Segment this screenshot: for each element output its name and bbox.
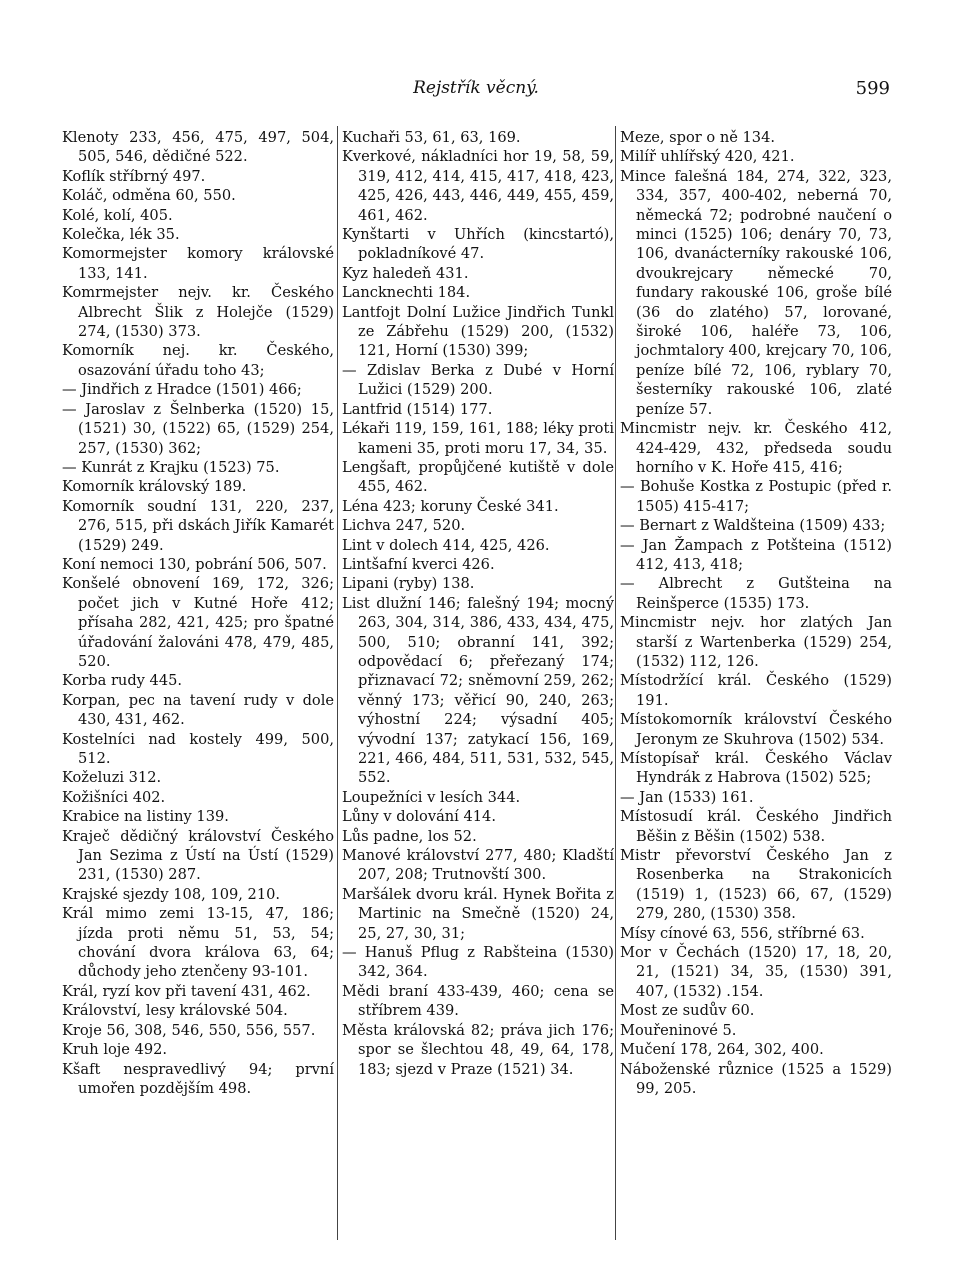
index-entry: Kroje 56, 308, 546, 550, 556, 557.: [62, 1021, 316, 1039]
index-entry: Kolé, kolí, 405.: [62, 206, 173, 224]
index-entry: — Jaroslav z Šelnberka (1520) 15, (1521) 30, (1522) 65, (1529) 254, 257, (1530) 362;: [62, 400, 334, 457]
index-entry: — Kunrát z Krajku (1523) 75.: [62, 458, 280, 476]
index-entry: Komrmejster nejv. kr. Českého Albrecht Šlik z Holejče (1529) 274, (1530) 373.: [62, 284, 334, 341]
column-divider: [615, 126, 616, 1240]
index-entry: Kožišníci 402.: [62, 788, 166, 806]
index-entry: Kruh loje 492.: [62, 1041, 168, 1059]
index-entry: Mince falešná 184, 274, 322, 323, 334, 357, 400-402, neberná 70, německá 72; podrobné naučení o minci (1525) 106; denáry 70, 73, 106, dvanácterníky rakouské 106, dvoukrejcary německé 70, fundary rakouské 106, groše bílé (36 do zlatého) 57, lorované, široké 106, haléře 73, 106, jochmtalory 400, krejcary 70, 106, peníze bílé 72, 106, ryblary 70, šesterníky rakouské 106, zlaté peníze 57.: [620, 167, 892, 418]
index-entry: — Albrecht z Gutšteina na Reinšperce (1535) 173.: [620, 575, 892, 612]
index-entry: Komormejster komory královské 133, 141.: [62, 245, 334, 282]
index-entry: Mincmistr nejv. kr. Českého 412, 424-429, 432, předseda soudu horního v K. Hoře 415, 416;: [620, 420, 892, 476]
index-entry: Klenoty 233, 456, 475, 497, 504, 505, 546, dědičné 522.: [62, 129, 334, 166]
index-entry: Loupežníci v lesích 344.: [342, 788, 521, 806]
index-entry: Mouřeninové 5.: [620, 1021, 737, 1039]
index-entry: Lintšafní kverci 426.: [342, 555, 495, 573]
index-entry: Kolečka, lék 35.: [62, 226, 180, 244]
index-entry: Manové království 277, 480; Kladští 207, 208; Trutnovští 300.: [342, 847, 614, 884]
index-entry: Mistr převorství Českého Jan z Rosenberka na Strakonicích (1519) 1, (1523) 66, 67, (1529) 279, 280, (1530) 358.: [620, 847, 892, 923]
index-entry: Kostelníci nad kostely 499, 500, 512.: [62, 730, 334, 767]
index-entry: Lint v dolech 414, 425, 426.: [342, 536, 550, 554]
page-number: 599: [855, 78, 890, 99]
column-divider: [337, 126, 338, 1240]
index-entry: Kynštarti v Uhřích (kincstartó), pokladníkové 47.: [342, 226, 614, 263]
index-entry: Kverkové, nákladníci hor 19, 58, 59, 319, 412, 414, 415, 417, 418, 423, 425, 426, 443, 446, 449, 455, 459, 461, 462.: [342, 148, 614, 224]
index-entry: Krajské sjezdy 108, 109, 210.: [62, 885, 281, 903]
index-entry: List dlužní 146; falešný 194; mocný 263, 304, 314, 386, 433, 434, 475, 500, 510; obranní 141, 392; odpovědací 6; přeřezaný 174; přiznavací 72; sněmovní 259, 262; věnný 173; věřicí 90, 240, 263; výhostní 224; výsadní 405; vývodní 137; zatykací 156, 169, 221, 466, 484, 511, 531, 532, 545, 552.: [342, 594, 614, 787]
index-column-3: [620, 128, 892, 1098]
index-entry: Lichva 247, 520.: [342, 517, 466, 535]
index-entry: Mučení 178, 264, 302, 400.: [620, 1041, 824, 1059]
index-entry: Místodržící král. Českého (1529) 191.: [620, 672, 892, 709]
index-entry: Místopísař král. Českého Václav Hyndrák z Habrova (1502) 525;: [620, 750, 892, 787]
index-entry: Koní nemoci 130, pobrání 506, 507.: [62, 555, 327, 573]
index-entry: Lůs padne, los 52.: [342, 827, 477, 845]
page-header: [60, 78, 892, 108]
index-entry: Místokomorník království Českého Jeronym ze Skuhrova (1502) 534.: [620, 711, 892, 748]
index-column-1: [62, 128, 334, 1098]
index-entry: — Jan Žampach z Potšteina (1512) 412, 413, 418;: [620, 536, 892, 573]
running-title: Rejstřík věcný.: [413, 78, 539, 98]
index-entry: Komorník královský 189.: [62, 478, 247, 496]
index-entry: Krabice na listiny 139.: [62, 808, 229, 826]
index-entry: Meze, spor o ně 134.: [620, 129, 776, 146]
index-entry: Milíř uhlířský 420, 421.: [620, 148, 795, 166]
index-entry: Království, lesy královské 504.: [62, 1002, 288, 1020]
index-entry: Kraječ dědičný království Českého Jan Sezima z Ústí na Ústí (1529) 231, (1530) 287.: [62, 827, 334, 884]
index-entry: Lantfojt Dolní Lužice Jindřich Tunkl ze Zábřehu (1529) 200, (1532) 121, Horní (1530) 399;: [342, 303, 614, 360]
index-entry: Maršálek dvoru král. Hynek Bořita z Martinic na Smečně (1520) 24, 25, 27, 30, 31;: [342, 885, 614, 942]
index-entry: — Bohuše Kostka z Postupic (před r. 1505) 415-417;: [620, 478, 892, 515]
index-entry: Koflík stříbrný 497.: [62, 167, 206, 185]
index-entry: Korpan, pec na tavení rudy v dole 430, 431, 462.: [62, 691, 334, 729]
index-entry: — Bernart z Waldšteina (1509) 433;: [620, 517, 886, 535]
index-entry: Král, ryzí kov při tavení 431, 462.: [62, 982, 311, 1000]
index-entry: Léna 423; koruny České 341.: [342, 497, 559, 515]
index-entry: Lékaři 119, 159, 161, 188; léky proti kameni 35, proti moru 17, 34, 35.: [342, 420, 614, 457]
index-entry: Mincmistr nejv. hor zlatých Jan starší z Wartenberka (1529) 254, (1532) 112, 126.: [620, 614, 892, 670]
index-entry: Lipani (ryby) 138.: [342, 575, 475, 593]
index-entry: Kuchaři 53, 61, 63, 169.: [342, 129, 521, 146]
index-entry: Mor v Čechách (1520) 17, 18, 20, 21, (1521) 34, 35, (1530) 391, 407, (1532) .154.: [620, 944, 892, 1000]
index-entry: Korba rudy 445.: [62, 672, 183, 690]
index-entry: Komorník soudní 131, 220, 237, 276, 515, při dskách Jiřík Kamarét (1529) 249.: [62, 497, 334, 554]
index-entry: Komorník nej. kr. Českého, osazování úřadu toho 43;: [62, 342, 334, 379]
index-entry: — Hanuš Pflug z Rabšteina (1530) 342, 364.: [342, 944, 614, 981]
index-entry: Náboženské různice (1525 a 1529) 99, 205.: [620, 1060, 892, 1097]
index-entry: Lůny v dolování 414.: [342, 808, 496, 826]
index-entry: Lengšaft, propůjčené kutiště v dole 455, 462.: [342, 458, 614, 496]
index-entry: Mědi braní 433-439, 460; cena se stříbrem 439.: [342, 982, 614, 1020]
index-entry: Místosudí král. Českého Jindřich Běšin z Běšin (1502) 538.: [620, 808, 892, 845]
index-entry: Lantfrid (1514) 177.: [342, 400, 493, 418]
index-entry: Mísy cínové 63, 556, stříbrné 63.: [620, 924, 865, 942]
index-entry: Král mimo zemi 13-15, 47, 186; jízda proti němu 51, 53, 54; chování dvora králova 63, 64; důchody jeho ztenčeny 93-101.: [62, 905, 334, 981]
index-entry: — Zdislav Berka z Dubé v Horní Lužici (1529) 200.: [342, 361, 614, 399]
index-column-2: [342, 128, 614, 1079]
index-entry: — Jindřich z Hradce (1501) 466;: [62, 381, 302, 399]
index-entry: Města královská 82; práva jich 176; spor se šlechtou 48, 49, 64, 178, 183; sjezd v Praze (1521) 34.: [342, 1021, 614, 1078]
index-entry: Konšelé obnovení 169, 172, 326; počet jich v Kutné Hoře 412; přísaha 282, 421, 425; pro špatné úřadování žalováni 478, 479, 485, 520.: [62, 575, 334, 670]
index-entry: Kšaft nespravedlivý 94; první umořen pozdějším 498.: [62, 1060, 334, 1097]
index-entry: Kyz haledeň 431.: [342, 264, 469, 282]
index-entry: Koláč, odměna 60, 550.: [62, 187, 236, 205]
index-entry: Koželuzi 312.: [62, 769, 162, 787]
index-entry: Most ze sudův 60.: [620, 1002, 755, 1020]
index-entry: — Jan (1533) 161.: [620, 788, 754, 806]
index-entry: Lancknechti 184.: [342, 284, 471, 302]
